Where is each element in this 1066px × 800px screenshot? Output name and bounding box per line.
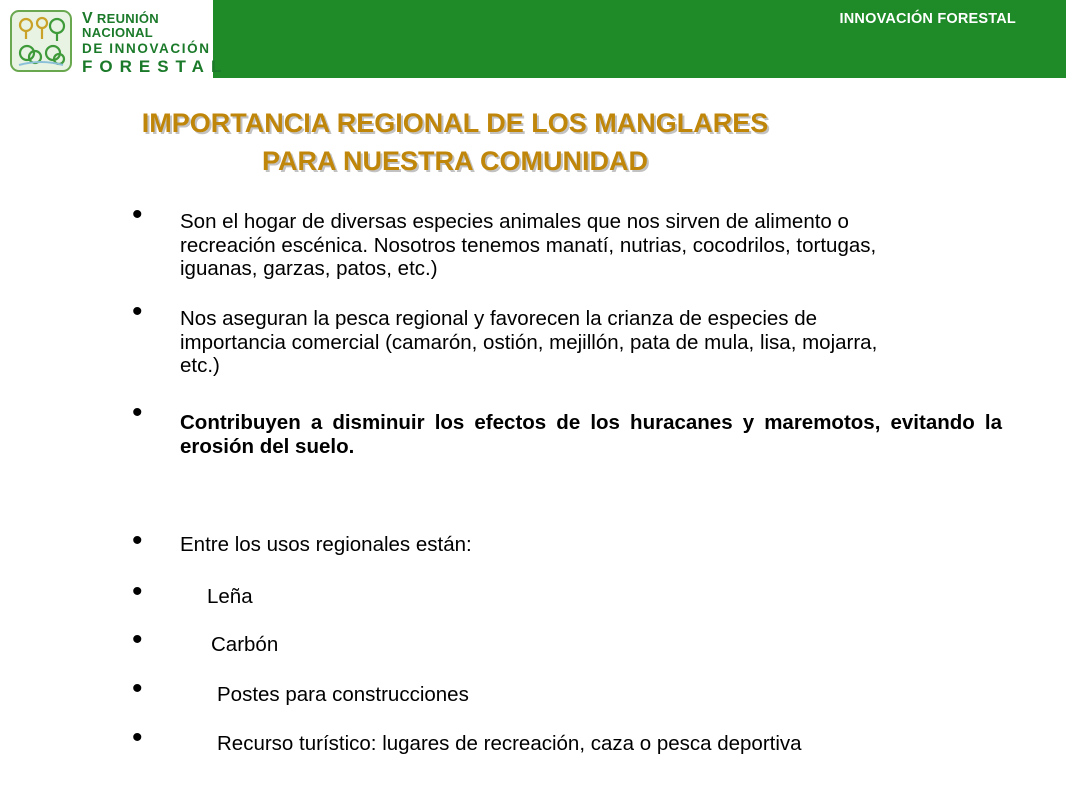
logo-line1: REUNIÓN NACIONAL: [82, 11, 159, 40]
bullet-dot: •: [132, 721, 143, 754]
bullet-dot: •: [132, 575, 143, 608]
tree-emblem-icon: [9, 9, 73, 73]
title-line1: IMPORTANCIA REGIONAL DE LOS MANGLARES: [141, 108, 769, 138]
header-bar: [213, 0, 1066, 78]
header-label: INNOVACIÓN FORESTAL: [839, 11, 1016, 27]
logo-line3: FORESTAL: [82, 57, 229, 76]
list-item: Entre los usos regionales están:: [180, 533, 472, 556]
list-item: Contribuyen a disminuir los efectos de los huracanes y maremotos, evitando la erosión del suelo.: [180, 411, 1002, 458]
list-item: Son el hogar de diversas especies animales que nos sirven de alimento o recreación escénica. Nosotros tenemos manatí, nutrias, cocodrilos, tortugas, iguanas, garzas, patos, etc.): [180, 210, 877, 280]
list-item: Carbón: [211, 633, 279, 656]
bullet-dot: •: [132, 524, 143, 557]
bullet-dot: •: [132, 623, 143, 656]
bullet-dot: •: [132, 672, 143, 705]
logo: [0, 0, 229, 78]
logo-roman-numeral: V: [82, 10, 93, 27]
list-item: Recurso turístico: lugares de recreación, caza o pesca deportiva: [217, 732, 802, 755]
bullet-dot: •: [132, 198, 143, 231]
list-item: Nos aseguran la pesca regional y favorecen la crianza de especies de importancia comercial (camarón, ostión, mejillón, pata de mula, lisa, mojarra, etc.): [180, 307, 878, 377]
list-item: Leña: [207, 585, 253, 608]
logo-text: [82, 12, 228, 76]
list-item: Postes para construcciones: [217, 683, 469, 706]
bullet-dot: •: [132, 396, 143, 429]
page-title: [0, 104, 910, 180]
logo-line2: DE INNOVACIÓN: [82, 41, 211, 56]
bullet-dot: •: [132, 295, 143, 328]
title-line2: PARA NUESTRA COMUNIDAD: [262, 146, 648, 176]
